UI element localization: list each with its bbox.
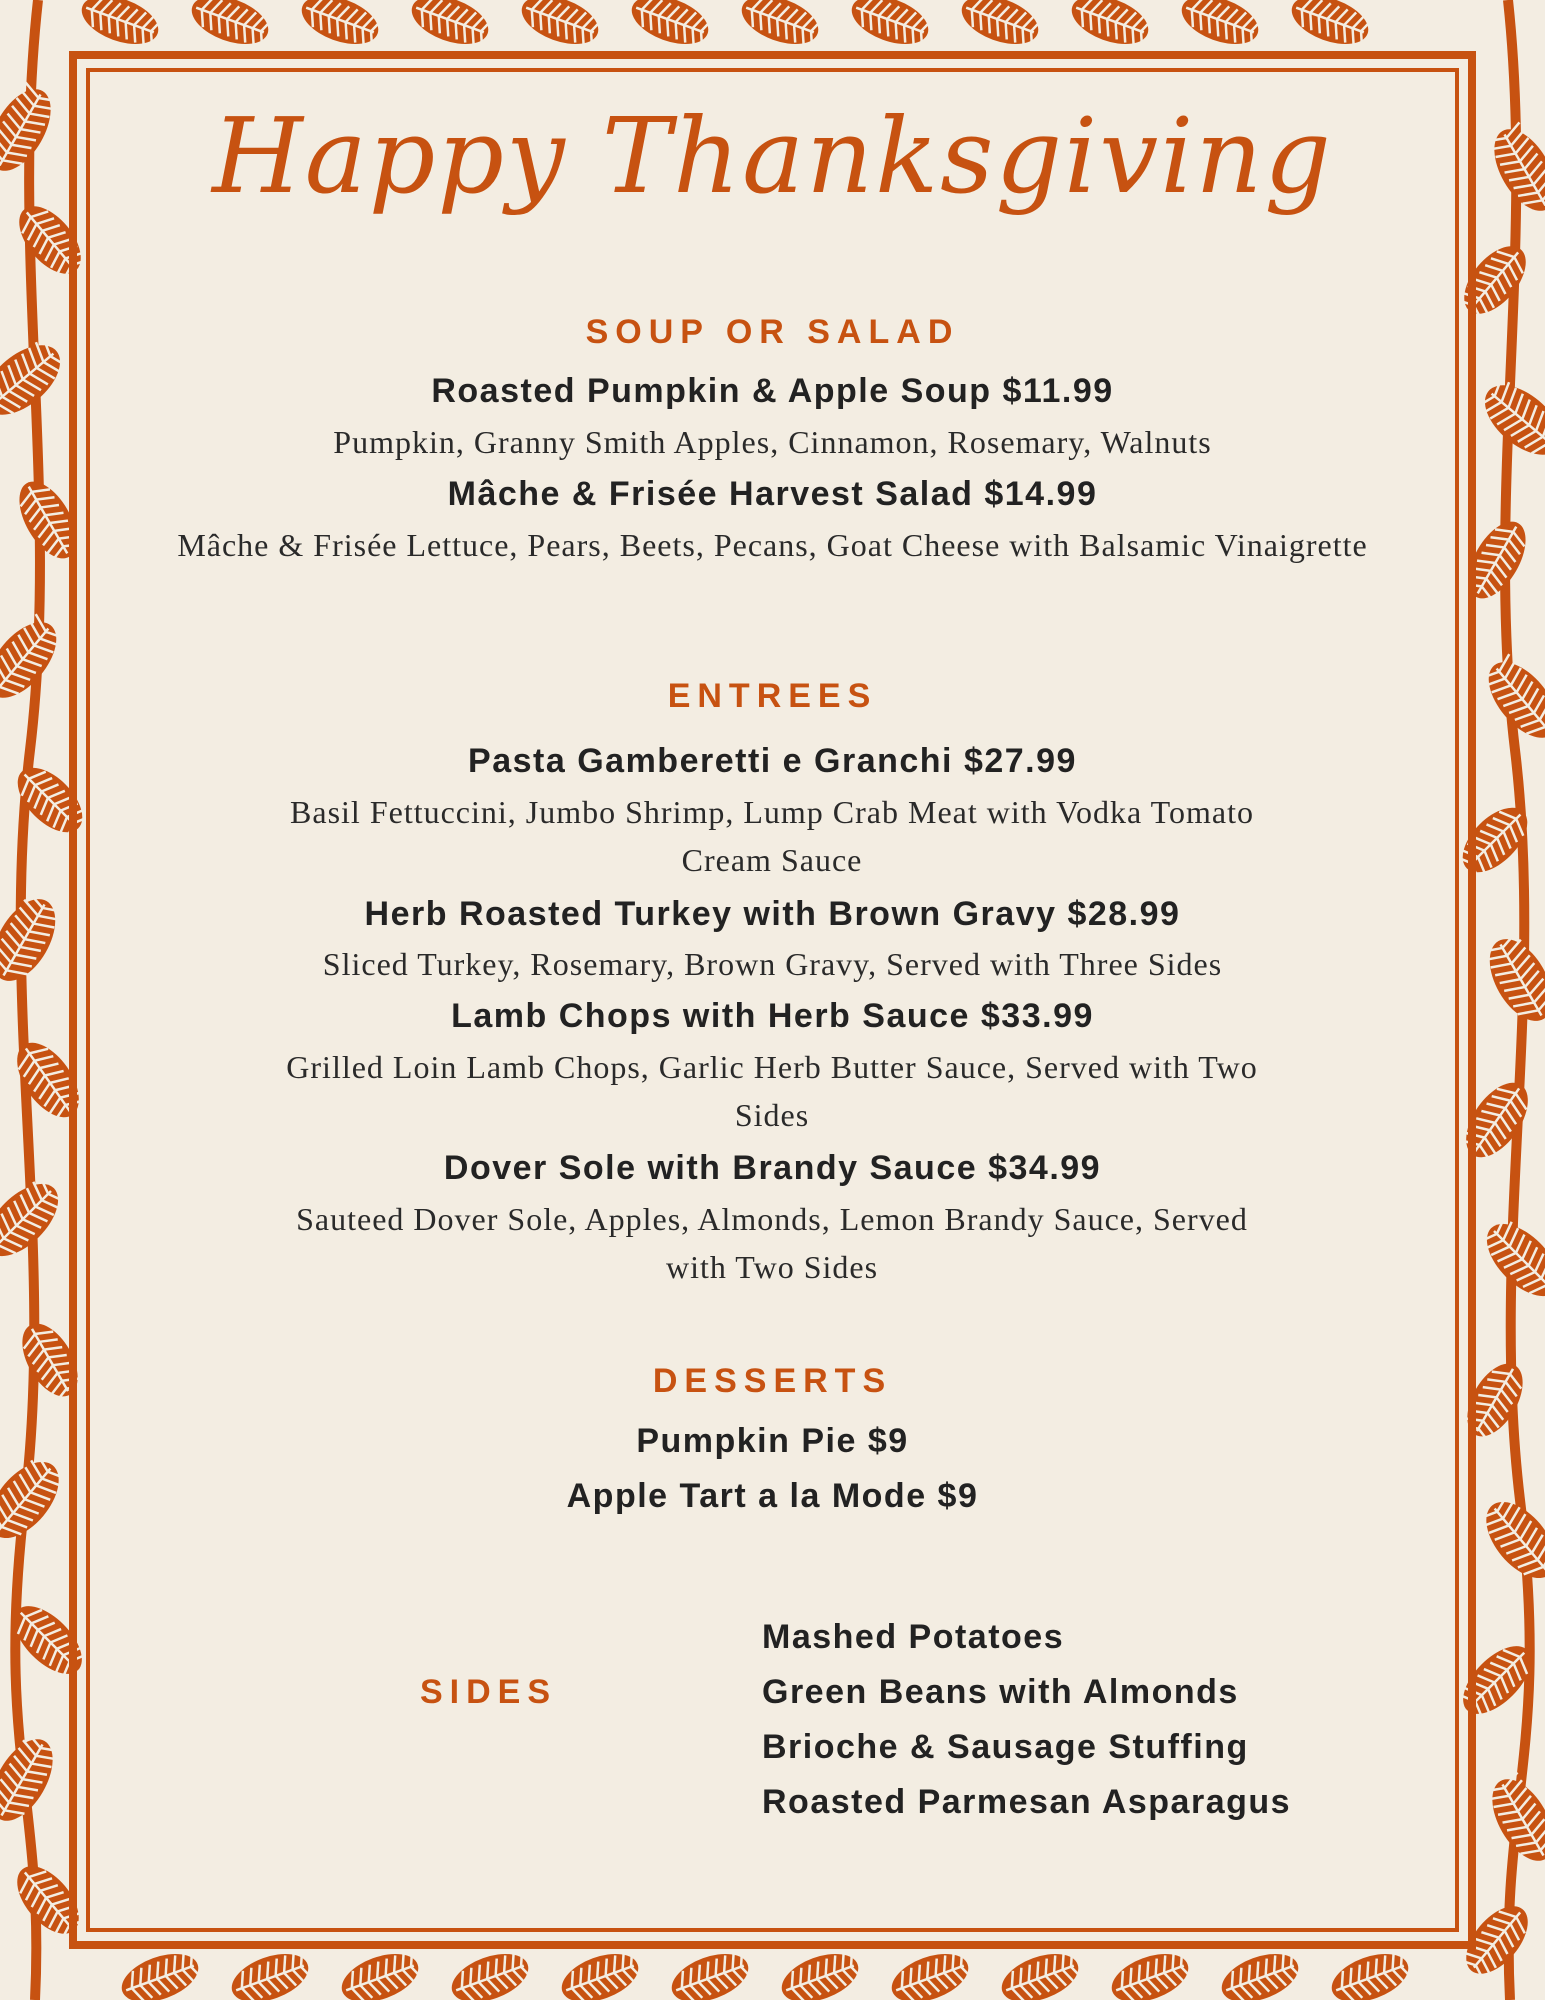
- leaf-ornament: [1452, 235, 1537, 325]
- section-heading-soup-salad: SOUP OR SALAD: [585, 313, 960, 351]
- leaf-ornament: [1477, 929, 1545, 1032]
- dish-name: Roasted Pumpkin & Apple Soup $11.99: [431, 372, 1114, 410]
- dish-description: Grilled Loin Lamb Chops, Garlic Herb Butter Sauce, Served with Two Sides: [286, 1049, 1258, 1133]
- leaf-ornament: [0, 1449, 72, 1550]
- dish-description: Pumpkin, Granny Smith Apples, Cinnamon, Rosemary, Walnuts: [333, 424, 1212, 460]
- leaf-ornament: [0, 889, 68, 992]
- leaf-ornament: [1473, 1489, 1545, 1590]
- dish-description: Mâche & Frisée Lettuce, Pears, Beets, Pecans, Goat Cheese with Balsamic Vinaigrette: [177, 527, 1368, 563]
- section-heading-sides: SIDES: [420, 1673, 558, 1711]
- leaf-ornament: [1454, 1895, 1539, 1985]
- leaf-ornament: [11, 1314, 89, 1405]
- menu: [110, 0, 1435, 2000]
- leaf-ornament: [5, 1855, 90, 1945]
- dish-description: Sliced Turkey, Rosemary, Brown Gravy, Served with Three Sides: [322, 946, 1223, 982]
- dessert-item: Apple Tart a la Mode $9: [566, 1477, 979, 1515]
- menu-title: Happy Thanksgiving: [212, 95, 1333, 217]
- leaf-ornament: [7, 195, 92, 285]
- dish-name: Dover Sole with Brandy Sauce $34.99: [443, 1149, 1102, 1187]
- side-item: Brioche & Sausage Stuffing: [762, 1728, 1249, 1766]
- vine-stem: [15, 0, 40, 2000]
- side-item: Mashed Potatoes: [762, 1618, 1065, 1656]
- dessert-item: Pumpkin Pie $9: [636, 1422, 909, 1460]
- sides-list: [762, 1610, 1291, 1830]
- side-item: Green Beans with Almonds: [762, 1673, 1239, 1711]
- dish-name: Herb Roasted Turkey with Brown Gravy $28.99: [364, 895, 1181, 933]
- dish-name: Pasta Gamberetti e Granchi $27.99: [468, 742, 1077, 780]
- section-heading-entrees: ENTREES: [667, 677, 878, 715]
- dish-name: Lamb Chops with Herb Sauce $33.99: [451, 997, 1094, 1035]
- dish-description: Basil Fettuccini, Jumbo Shrimp, Lump Crab Meat with Vodka Tomato Cream Sauce: [290, 794, 1254, 878]
- section-heading-desserts: DESSERTS: [652, 1362, 893, 1400]
- dish-description: Sauteed Dover Sole, Apples, Almonds, Lemon Brandy Sauce, Served with Two Sides: [296, 1201, 1248, 1285]
- leaf-ornament: [5, 1032, 91, 1128]
- side-item: Roasted Parmesan Asparagus: [762, 1783, 1292, 1821]
- leaf-ornament: [1454, 1072, 1540, 1168]
- dish-name: Mâche & Frisée Harvest Salad $14.99: [447, 475, 1098, 513]
- leaf-ornament: [1456, 1354, 1534, 1445]
